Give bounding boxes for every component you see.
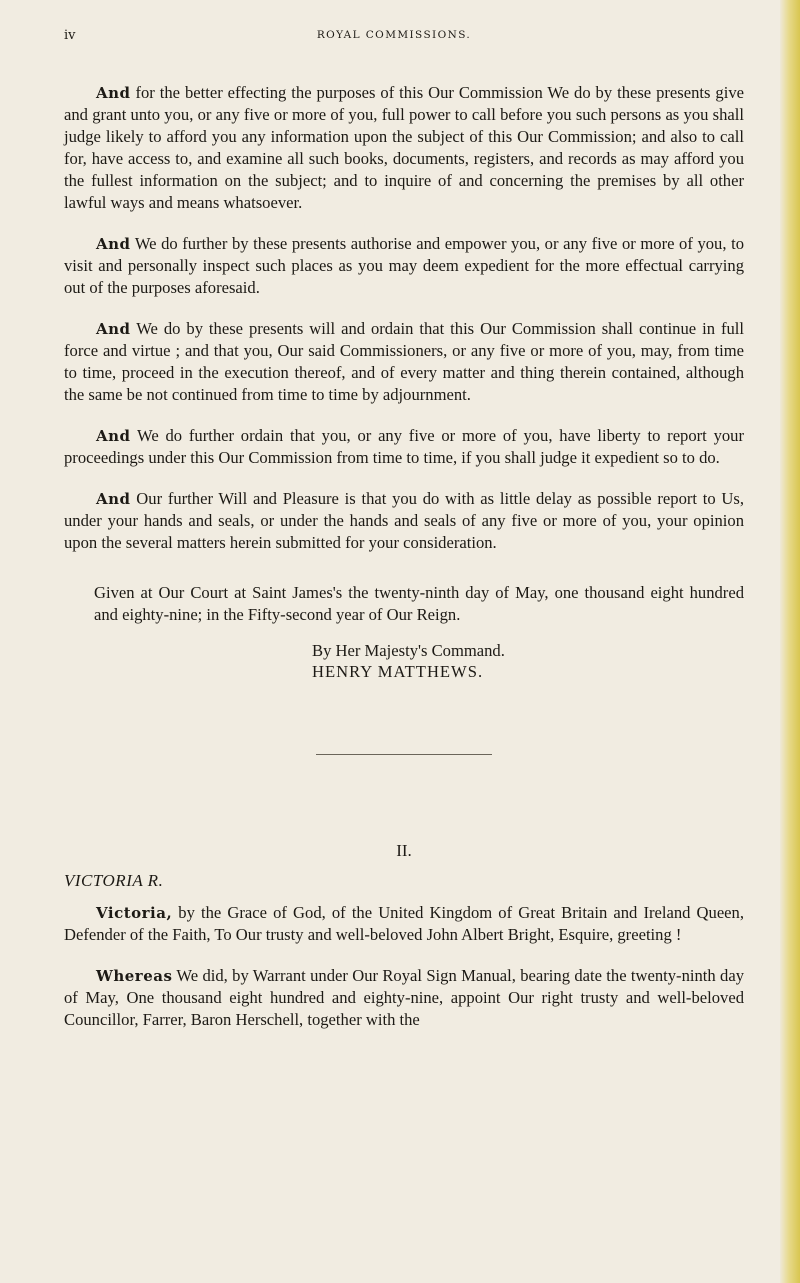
signatory: HENRY MATTHEWS. (312, 662, 484, 681)
paragraph-4 (64, 425, 744, 469)
blackletter-lead: And (96, 84, 131, 102)
paragraph-5 (64, 488, 744, 554)
blackletter-lead: Victoria, (96, 904, 173, 922)
page-header (64, 28, 724, 48)
paragraph-3 (64, 318, 744, 406)
page-body (64, 82, 744, 1050)
running-title: ROYAL COMMISSIONS. (316, 29, 472, 41)
paragraph-text: We do by these presents will and ordain that this Our Commission shall continue in full force and virtue ; and that you, Our said Commissioners, or any five or more of you, may, from time to time, proceed in the execution thereof, and of every matter and thing therein contained, although the same be not continued from time to time by adjournment. (64, 319, 744, 404)
blackletter-lead: And (96, 490, 131, 508)
paragraph-text: Our further Will and Pleasure is that you do with as little delay as possible report to Us, under your hands and seals, or under the hands and seals of any five or more of you, your opinion upon the several matters herein submitted for your consideration. (64, 489, 744, 552)
paragraph-text: by the Grace of God, of the United Kingdom of Great Britain and Ireland Queen, Defender of the Faith, To Our trusty and well-beloved John Albert Bright, Esquire, greeting ! (64, 903, 744, 944)
command-line: By Her Majesty's Command. (312, 641, 505, 660)
blackletter-lead: Whereas (96, 967, 173, 985)
section-divider (316, 754, 492, 755)
blackletter-lead: And (96, 235, 131, 253)
paragraph-7 (64, 965, 744, 1031)
blackletter-lead: And (96, 320, 131, 338)
paragraph-6 (64, 902, 744, 946)
section-numeral: II. (396, 841, 412, 860)
blackletter-lead: And (96, 427, 131, 445)
paragraph-text: We do further ordain that you, or any five or more of you, have liberty to report your proceedings under this Our Commission from time to time, if you shall judge it expedient so to do. (64, 426, 744, 467)
paragraph-text: We do further by these presents authorise and empower you, or any five or more of you, to visit and personally inspect such places as you may deem expedient for the more effectual carrying out of the purposes aforesaid. (64, 234, 744, 297)
given-clause: Given at Our Court at Saint James's the twenty-ninth day of May, one thousand eight hundred and eighty-nine; in the Fifty-second year of Our Reign. (94, 583, 744, 624)
royal-cipher: VICTORIA R. (64, 871, 164, 890)
paragraph-text: for the better effecting the purposes of this Our Commission We do by these presents give and grant unto you, or any five or more of you, full power to call before you such persons as you shall judge likely to afford you any information upon the subject of this Our Commission; and also to call for, have access to, and examine all such books, documents, registers, and records as may afford you the fullest information on the subject; and to inquire of and concerning the premises by all other lawful ways and means whatsoever. (64, 83, 744, 212)
paragraph-2 (64, 233, 744, 299)
command-block (312, 640, 744, 682)
page-number: iv (64, 28, 76, 43)
paragraph-text: We did, by Warrant under Our Royal Sign Manual, bearing date the twenty-ninth day of May, One thousand eight hundred and eighty-nine, appoint Our right trusty and well-beloved Councillor, Farrer, Baron Herschell, together with the (64, 966, 744, 1029)
page-edge (780, 0, 800, 1283)
paragraph-1 (64, 82, 744, 214)
